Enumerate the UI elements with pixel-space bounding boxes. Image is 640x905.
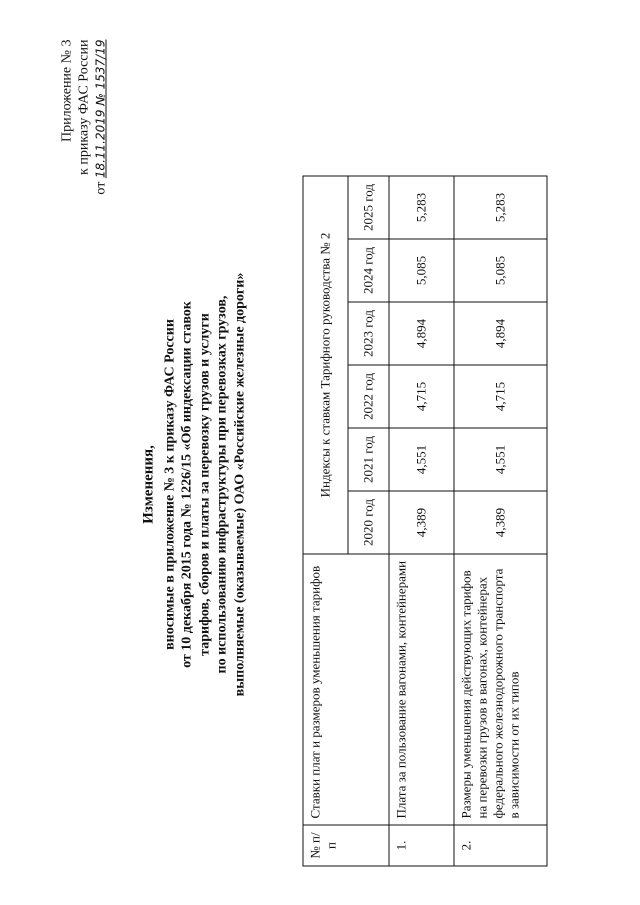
handwritten-date-number: 18.11.2019 № 1537/19 <box>93 39 108 179</box>
rotated-page <box>1 0 640 905</box>
tariff-index-table <box>303 176 548 867</box>
row-value: 4,389 <box>389 491 454 554</box>
heading-line: выполняемые (оказываемые) ОАО «Российские железные дороги» <box>232 272 248 697</box>
header-year: 2021 год <box>348 428 389 491</box>
row-value: 5,283 <box>454 176 547 239</box>
row-value: 4,551 <box>389 428 454 491</box>
row-value: 4,389 <box>454 491 547 554</box>
annex-title: Приложение № 3 <box>59 39 75 142</box>
header-year: 2023 год <box>348 302 389 365</box>
header-year: 2020 год <box>348 491 389 554</box>
row-value: 4,715 <box>389 365 454 428</box>
heading-title: Изменения, <box>140 445 157 524</box>
header-year: 2022 год <box>348 365 389 428</box>
row-name: Размеры уменьшения действующих тарифов на перевозки грузов в вагонах, контейнерах федерального железнодорожного транспорта в зависимости от их типов <box>454 554 547 825</box>
row-value: 4,894 <box>389 302 454 365</box>
table-row <box>454 176 547 866</box>
heading-line: от 10 декабря 2015 года № 1226/15 «Об индексации ставок <box>179 301 195 668</box>
annex-from-prefix: от <box>93 181 109 195</box>
row-value: 5,283 <box>389 176 454 239</box>
heading-line: тарифов, сборов и платы за перевозку грузов и услуги <box>197 313 213 656</box>
heading-line: вносимые в приложение № 3 к приказу ФАС России <box>162 319 178 650</box>
header-index-group: Индексы к ставкам Тарифного руководства № 2 <box>303 176 348 554</box>
annex-block <box>59 40 110 195</box>
header-name: Ставки плат и размеров уменьшения тарифов <box>303 554 389 825</box>
annex-date-line <box>93 40 110 195</box>
header-num: № п/п <box>303 825 389 866</box>
row-num: 2. <box>454 825 547 866</box>
table-row <box>389 176 454 866</box>
document-heading <box>141 265 250 705</box>
header-year: 2024 год <box>348 239 389 302</box>
annex-order-ref: к приказу ФАС России <box>76 39 92 175</box>
row-name: Плата за пользование вагонами, контейнерами <box>389 554 454 825</box>
row-value: 5,085 <box>389 239 454 302</box>
row-value: 4,551 <box>454 428 547 491</box>
table-header-row <box>303 176 348 866</box>
heading-line: по использованию инфраструктуры при перевозках грузов, <box>214 295 230 674</box>
header-year: 2025 год <box>348 176 389 239</box>
row-value: 5,085 <box>454 239 547 302</box>
row-value: 4,715 <box>454 365 547 428</box>
row-value: 4,894 <box>454 302 547 365</box>
row-num: 1. <box>389 825 454 866</box>
